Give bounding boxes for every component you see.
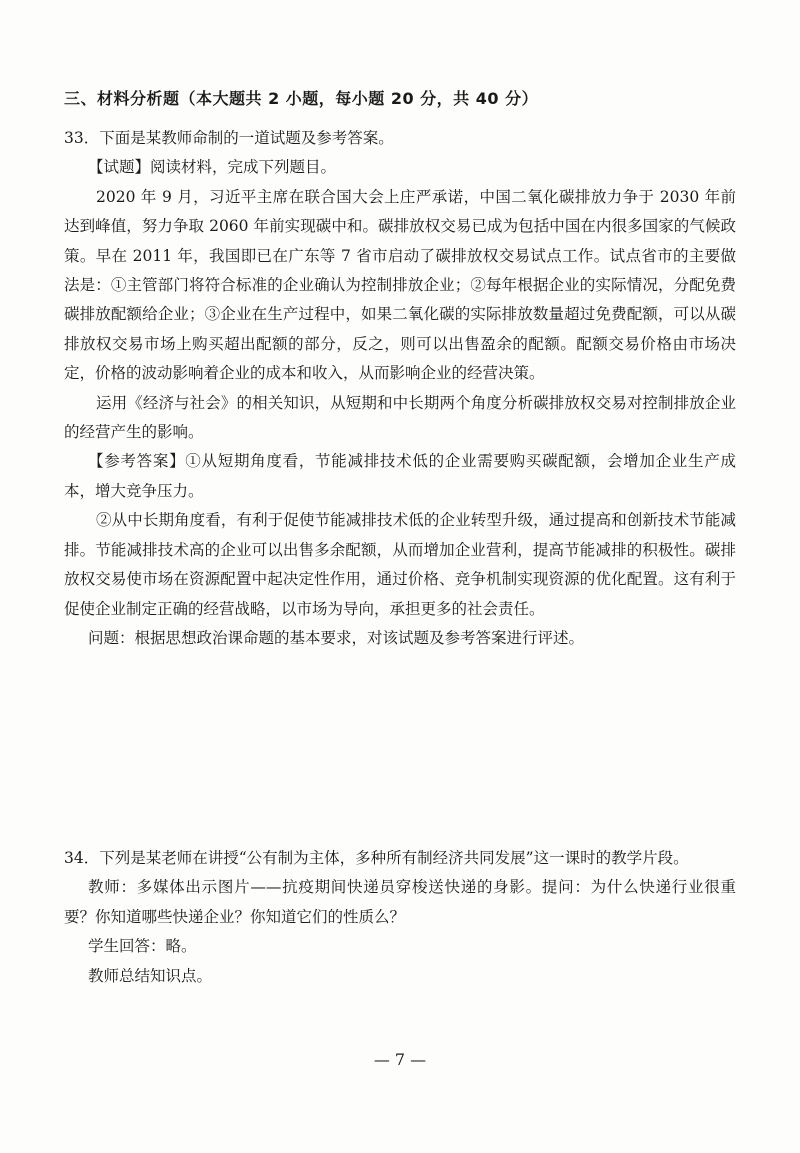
question-33: [64, 124, 736, 653]
q34-stem: 34．下列是某老师在讲授“公有制为主体，多种所有制经济共同发展”这一课时的教学片段。: [64, 849, 689, 867]
q33-test-label: 【试题】阅读材料，完成下列题目。: [88, 158, 337, 177]
q34-student: 学生回答：略。: [88, 937, 197, 956]
q33-answer-2: ②从中长期角度看，有利于促使节能减排技术低的企业转型升级，通过提高和创新技术节能减排。节能减排技术高的企业可以出售多余配额，从而增加企业营利，提高节能减排的积极性。碳排放权交易使市场在资源配置中起决定性作用，通过价格、竞争机制实现资源的优化配置。这有利于促使企业制定正确的经营战略，以市场为导向，承担更多的社会责任。: [64, 511, 736, 618]
q33-stem: 33．下面是某教师命制的一道试题及参考答案。: [64, 129, 394, 147]
section-heading: 三、材料分析题（本大题共 2 小题，每小题 20 分，共 40 分）: [64, 89, 539, 108]
question-34: [64, 844, 736, 991]
q33-answer-1: 【参考答案】①从短期角度看，节能减排技术低的企业需要购买碳配额，会增加企业生产成本，增大竞争压力。: [64, 452, 736, 500]
page-number: — 7 —: [373, 1050, 427, 1069]
q33-question: 问题：根据思想政治课命题的基本要求，对该试题及参考答案进行评述。: [88, 628, 585, 647]
q34-teacher-2: 教师总结知识点。: [88, 966, 213, 985]
q34-teacher-1: 教师：多媒体出示图片——抗疫期间快递员穿梭送快递的身影。提问：为什么快递行业很重要？你知道哪些快递企业？你知道它们的性质么？: [64, 878, 736, 926]
q33-material: 2020 年 9 月，习近平主席在联合国大会上庄严承诺，中国二氧化碳排放力争于 2030 年前达到峰值，努力争取 2060 年前实现碳中和。碳排放权交易已成为包括中国在内很多国家的气候政策。早在 2011 年，我国即已在广东等 7 省市启动了碳排放权交易试点工作。试点省市的主要做法是：①主管部门将符合标准的企业确认为控制排放企业；②每年根据企业的实际情况，分配免费碳排放配额给企业；③企业在生产过程中，如果二氧化碳的实际排放数量超过免费配额，可以从碳排放权交易市场上购买超出配额的部分，反之，则可以出售盈余的配额。配额交易价格由市场决定，价格的波动影响着企业的成本和收入，从而影响企业的经营决策。: [64, 187, 736, 383]
q33-task: 运用《经济与社会》的相关知识，从短期和中长期两个角度分析碳排放权交易对控制排放企业的经营产生的影响。: [64, 393, 736, 442]
